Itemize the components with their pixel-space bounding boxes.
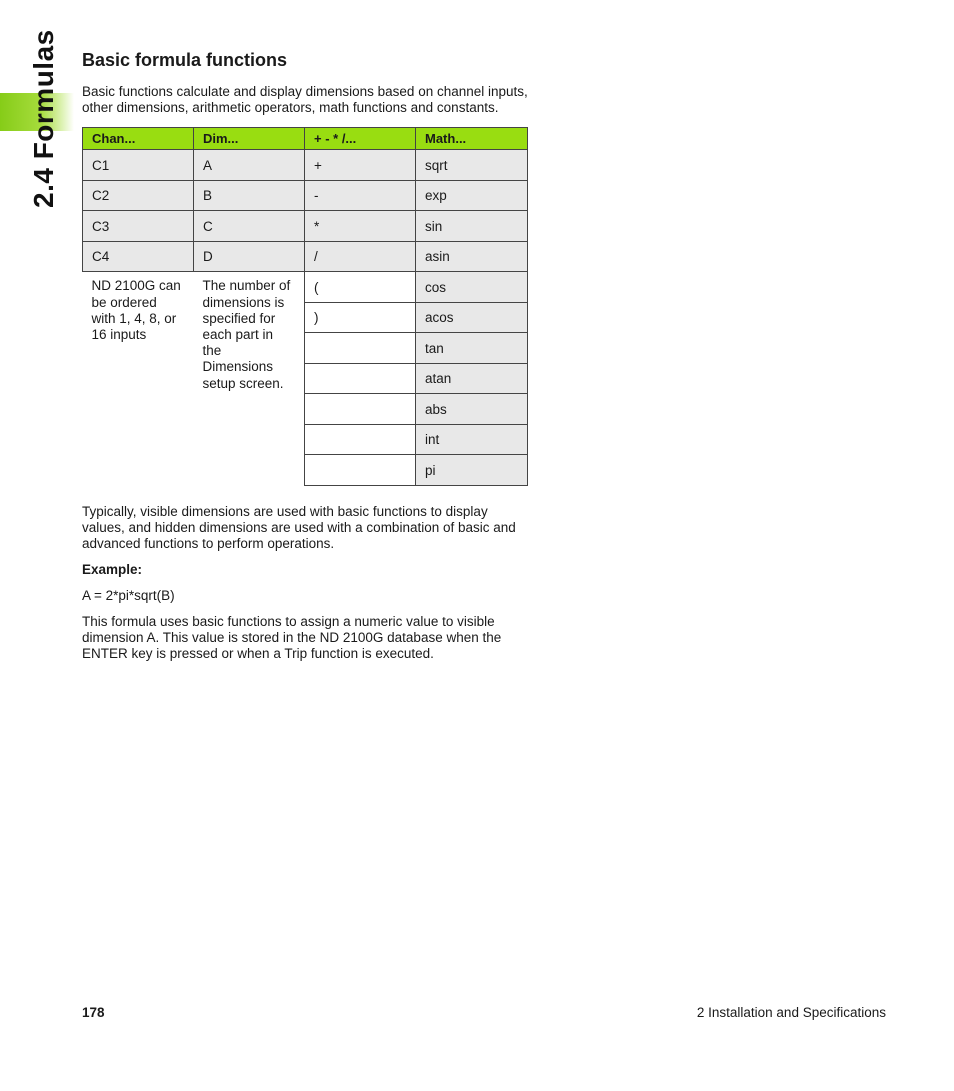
cell-chan: C3	[83, 211, 194, 242]
cell-math: asin	[416, 241, 528, 272]
cell-operator	[305, 455, 416, 486]
dim-note: The number of dimensions is specified for each part in the Dimensions setup screen.	[202, 278, 291, 391]
cell-operator	[305, 424, 416, 455]
page-number: 178	[82, 1005, 105, 1020]
cell-math: pi	[416, 455, 528, 486]
cell-dim: D	[194, 241, 305, 272]
cell-chan: C1	[83, 150, 194, 181]
cell-operator	[305, 394, 416, 425]
section-heading: Basic formula functions	[82, 50, 288, 70]
header-chan: Chan...	[83, 128, 194, 150]
cell-math: sqrt	[416, 150, 528, 181]
table-row	[83, 150, 528, 181]
cell-operator: )	[305, 302, 416, 333]
cell-chan: C2	[83, 180, 194, 211]
cell-operator: (	[305, 272, 416, 303]
main-content	[82, 48, 528, 663]
cell-math: exp	[416, 180, 528, 211]
example-label: Example:	[82, 561, 143, 577]
cell-operator: +	[305, 150, 416, 181]
cell-dim: C	[194, 211, 305, 242]
chapter-side-title: 2.4 Formulas	[28, 29, 59, 208]
cell-operator	[305, 363, 416, 394]
cell-math: abs	[416, 394, 528, 425]
explanation-paragraph: This formula uses basic functions to assign a numeric value to visible dimension A. This value is stored in the ND 2100G database when the ENTER key is pressed or when a Trip function is executed.	[82, 613, 502, 662]
chan-note: ND 2100G can be ordered with 1, 4, 8, or 16 inputs	[91, 278, 181, 343]
table-row	[83, 241, 528, 272]
cell-chan: C4	[83, 241, 194, 272]
cell-operator: /	[305, 241, 416, 272]
cell-math: cos	[416, 272, 528, 303]
table-row	[83, 211, 528, 242]
footer-chapter-title: 2 Installation and Specifications	[696, 1005, 886, 1020]
cell-operator	[305, 333, 416, 364]
functions-table	[82, 127, 528, 486]
table-row	[83, 180, 528, 211]
intro-paragraph: Basic functions calculate and display dimensions based on channel inputs, other dimensions, arithmetic operators, math functions and constants.	[82, 84, 528, 116]
cell-operator: -	[305, 180, 416, 211]
cell-math: tan	[416, 333, 528, 364]
cell-dim: B	[194, 180, 305, 211]
header-operators: + - * /...	[305, 128, 416, 150]
cell-math: atan	[416, 363, 528, 394]
cell-math: sin	[416, 211, 528, 242]
cell-operator: *	[305, 211, 416, 242]
cell-math: acos	[416, 302, 528, 333]
cell-dim: A	[194, 150, 305, 181]
table-header-row	[83, 128, 528, 150]
header-math: Math...	[416, 128, 528, 150]
usage-paragraph: Typically, visible dimensions are used with basic functions to display values, and hidden dimensions are used with a combination of basic and advanced functions to perform operations.	[82, 503, 516, 552]
example-formula: A = 2*pi*sqrt(B)	[82, 587, 175, 603]
header-dim: Dim...	[194, 128, 305, 150]
cell-math: int	[416, 424, 528, 455]
table-row	[83, 272, 528, 303]
